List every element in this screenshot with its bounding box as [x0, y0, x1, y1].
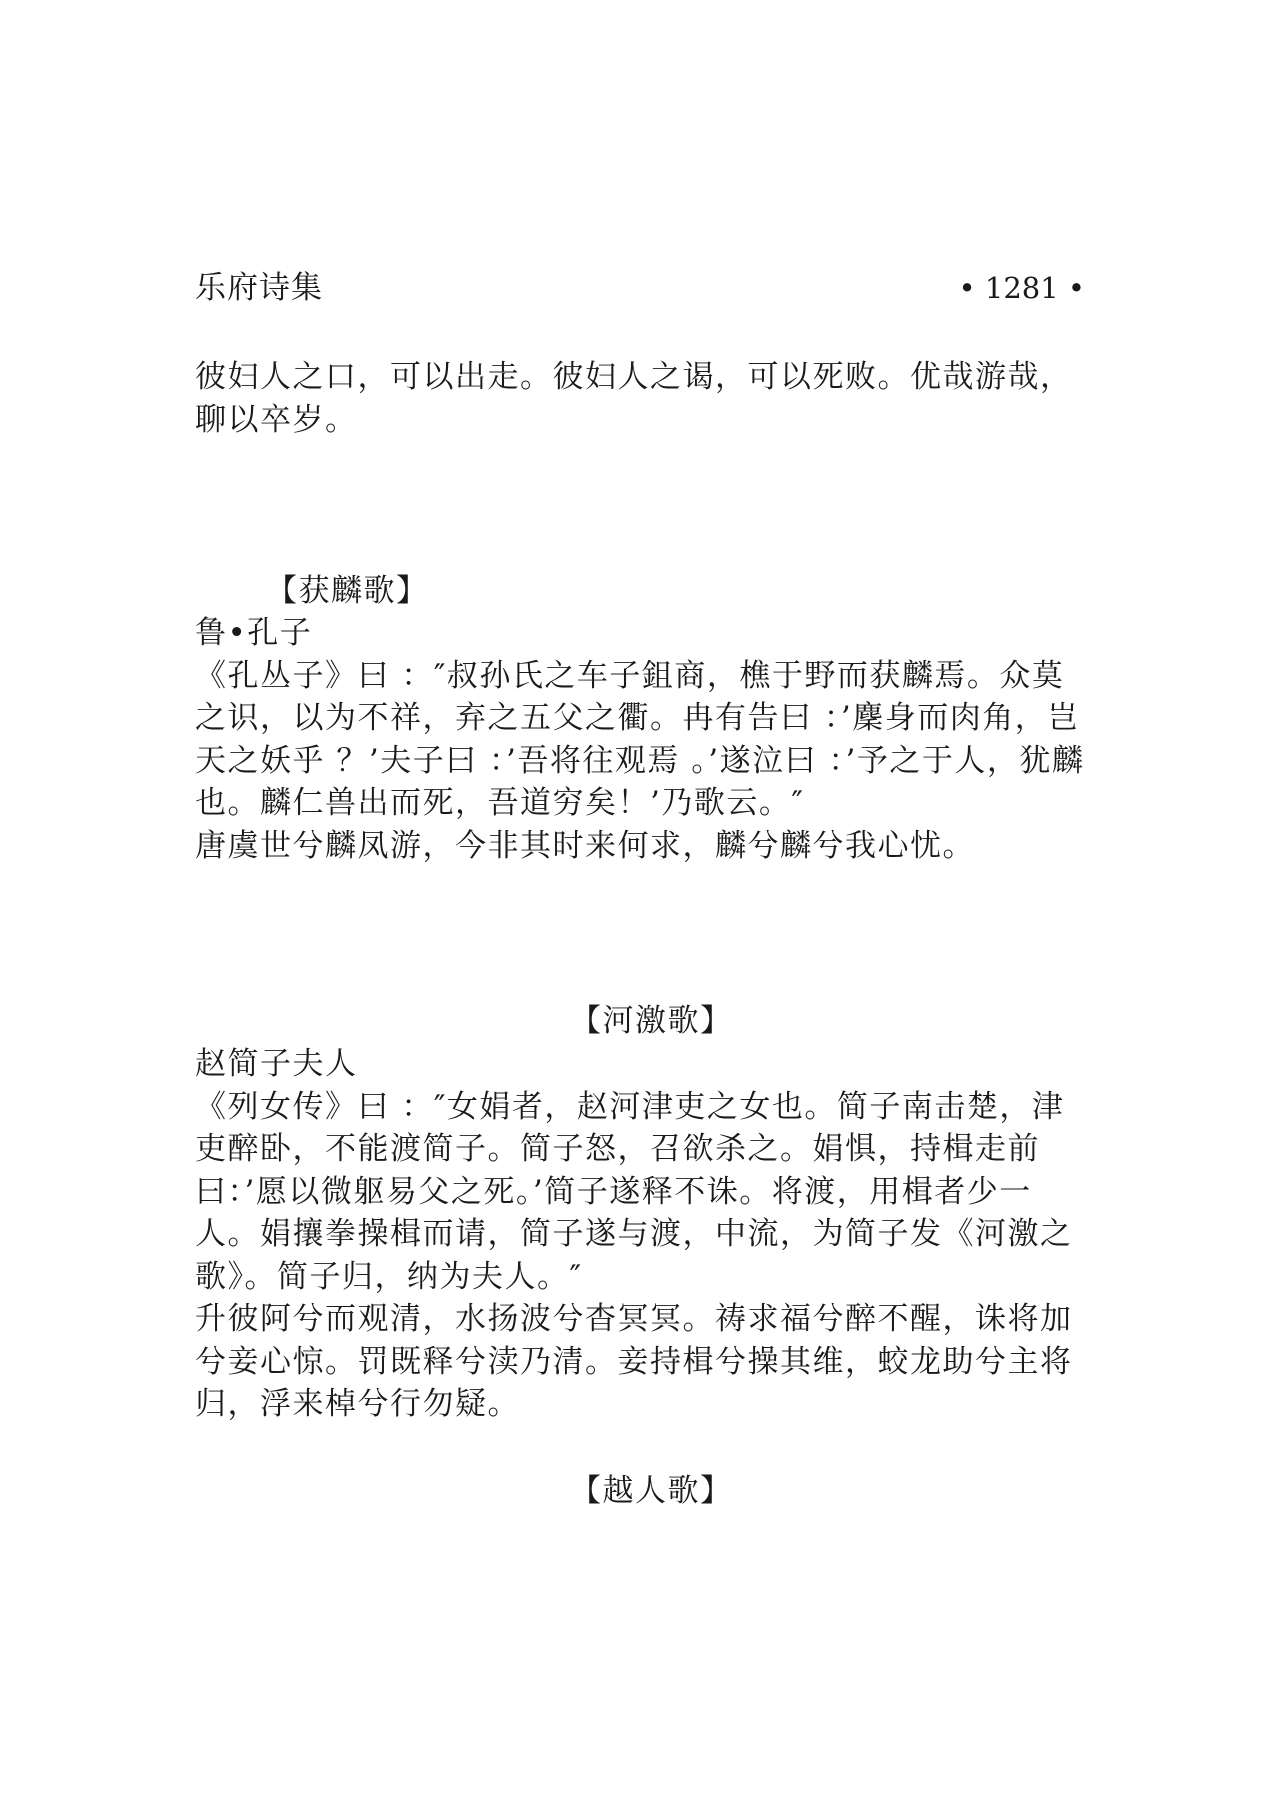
- section-poem: 唐虞世兮麟凤游，今非其时来何求，麟兮麟兮我心忧。: [195, 827, 975, 864]
- section-title-heji: 【河激歌】: [570, 1003, 733, 1039]
- section-preface: 《孔丛子》曰 ：″叔孙氏之车子鉏商，樵于野而获麟焉。众莫之识，以为不祥，弃之五父之衢。冉有告曰 ：’麇身而肉角，岂天之妖乎 ？’夫子曰 ：’吾将往观焉 。’遂泣曰 ：’予之于人，犹麟也。麟仁兽出而死，吾道穷矣！’乃歌云。″: [195, 657, 1085, 821]
- section-title-huolin: 【获麟歌】: [266, 573, 429, 609]
- book-title: 乐府诗集: [195, 270, 323, 306]
- continuation-paragraph: 彼妇人之口，可以出走。彼妇人之谒，可以死败。优哉游哉，聊以卒岁。: [195, 359, 1073, 438]
- section-preface: 《列女传》曰 ：″女娟者，赵河津吏之女也。简子南击楚，津吏醉卧，不能渡简子。简子怒，召欲杀之。娟惧，持楫走前曰：’愿以微躯易父之死。’简子遂释不诛。将渡，用楫者少一人。娟攘拳操楫而请，简子遂与渡，中流，为简子发《河激之歌》。简子归，纳为夫人。″: [195, 1088, 1073, 1295]
- section-heji-body: [195, 1043, 1095, 1426]
- page-header: [195, 268, 1085, 308]
- section-author: 赵简子夫人: [195, 1046, 358, 1082]
- page-number: • 1281 •: [958, 271, 1085, 305]
- continuation-text-block: [195, 356, 1095, 441]
- section-author: 鲁•孔子: [195, 615, 313, 651]
- section-poem: 升彼阿兮而观清，水扬波兮杳冥冥。祷求福兮醉不醒，诛将加兮妾心惊。罚既释兮渎乃清。妾持楫兮操其维，蛟龙助兮主将归，浮来棹兮行勿疑。: [195, 1301, 1073, 1422]
- section-huolin-body: [195, 612, 1095, 867]
- section-title-yueren: 【越人歌】: [570, 1473, 733, 1509]
